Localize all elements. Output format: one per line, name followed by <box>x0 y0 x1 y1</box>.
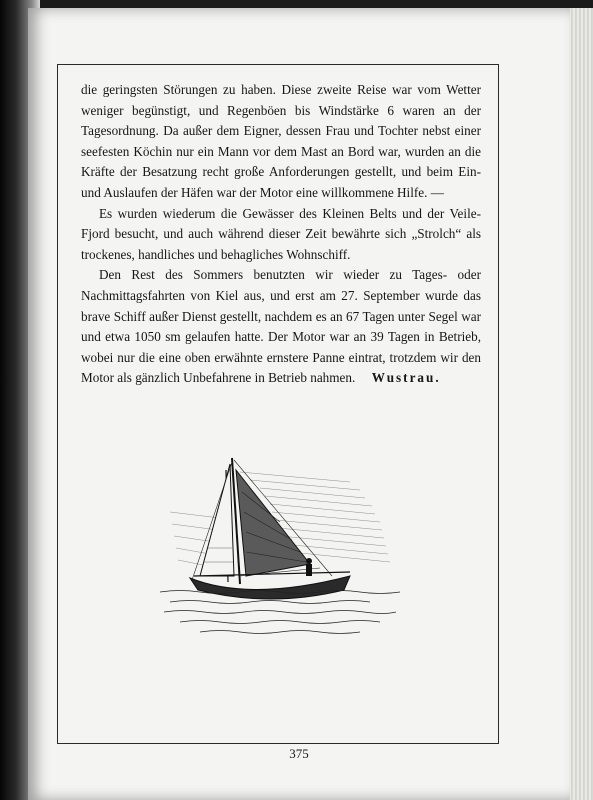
paragraph-3 <box>81 265 481 389</box>
sailboat-engraving-icon <box>160 452 400 640</box>
page-number: 375 <box>289 746 309 761</box>
sailboat-illustration <box>160 452 400 640</box>
paragraph-2: Es wurden wiederum die Gewässer des Kleinen Belts und der Veile-Fjord besucht, und auch während dieser Zeit bewährte sich „Strolch“ als trockenes, handliches und behagliches Wohnschiff. <box>81 205 481 262</box>
paragraph-3-text: Den Rest des Sommers benutzten wir wieder zu Tages- oder Nachmittagsfahrten von Kiel aus, und erst am 27. September wurde das brave Schiff außer Dienst gestellt, nachdem es an 67 Tagen unter Segel war und etwa 1050 sm gelaufen hatte. Der Motor war an 39 Tagen in Betrieb, wobei nur die eine oben erwähnte ernstere Panne eintrat, trotzdem wir den Motor als gänzlich Unbefahrene in Betrieb nahmen. <box>81 267 481 386</box>
body-text <box>81 80 481 389</box>
paragraph-1: die geringsten Störungen zu haben. Diese zweite Reise war vom Wetter weniger begünstigt, und Regenböen bis Windstärke 6 waren an der Tagesordnung. Da außer dem Eigner, dessen Frau und Tochter nebst einer seefesten Köchin nur ein Mann vor dem Mast an Bord war, wurden an die Kräfte der Besatzung recht große Anforderungen gestellt, und beim Ein- und Auslaufen der Häfen war der Motor eine willkommene Hilfe. — <box>81 82 481 200</box>
author-signature: Wustrau. <box>371 370 441 386</box>
